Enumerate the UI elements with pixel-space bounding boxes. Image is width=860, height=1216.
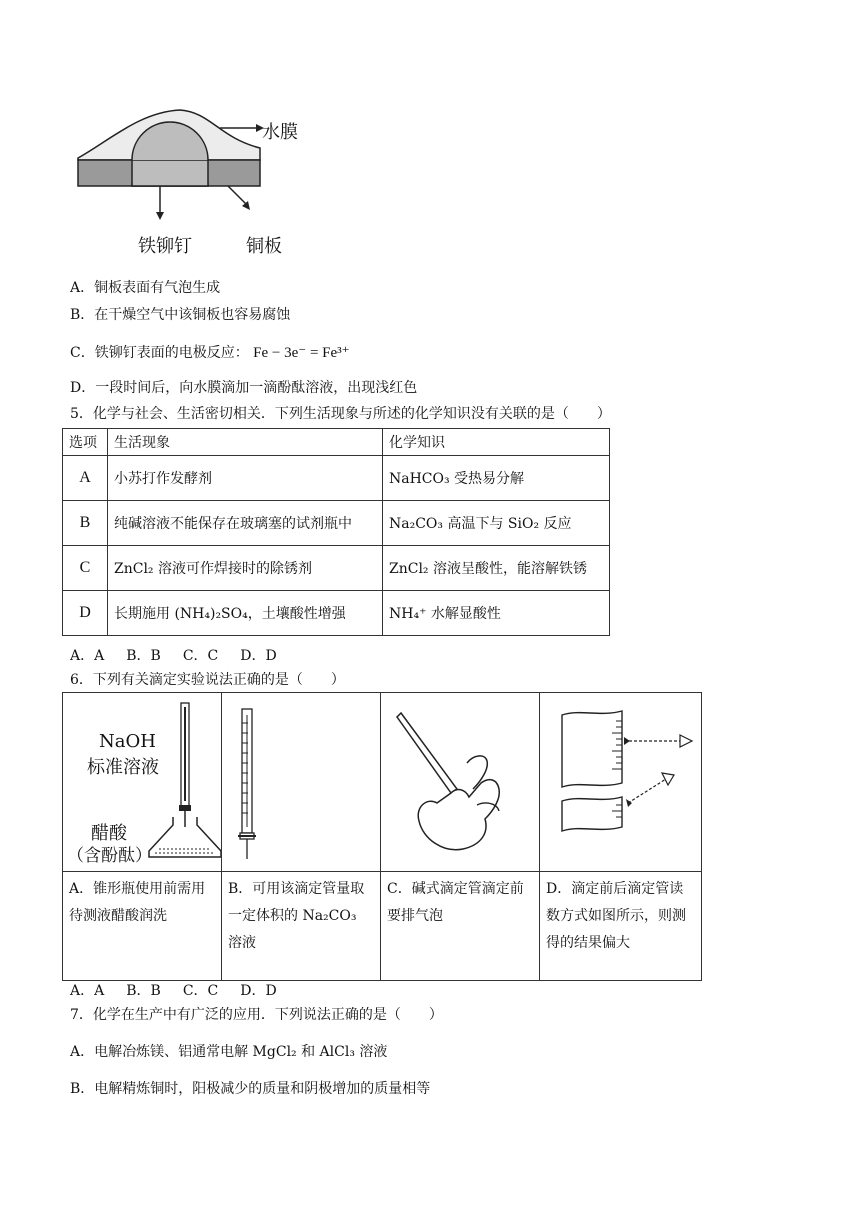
corrosion-figure	[70, 100, 310, 260]
burette-reading-diagram	[540, 693, 702, 871]
label-phenolphthalein: （含酚酞）	[67, 846, 152, 866]
q6-answer-a: A．A	[70, 983, 105, 999]
q4-option-a: A．铜板表面有气泡生成	[70, 280, 221, 296]
q7-option-b: B．电解精炼铜时，阳极减少的质量和阴极增加的质量相等	[70, 1081, 431, 1097]
q5-header-chem: 化学知识	[383, 429, 610, 456]
q5-row-life: 纯碱溶液不能保存在玻璃塞的试剂瓶中	[108, 501, 383, 546]
q4-option-c-formula: Fe − 3e⁻ = Fe³⁺	[253, 345, 350, 361]
q6-stem: 6．下列有关滴定实验说法正确的是（ ）	[70, 672, 345, 688]
q5-row-chem: NaHCO₃ 受热易分解	[383, 456, 610, 501]
q5-answer-a: A．A	[70, 648, 105, 664]
q6-answer-c: C．C	[182, 983, 219, 999]
q4-option-c	[70, 344, 350, 362]
q5-table	[62, 428, 610, 636]
q5-row-chem: ZnCl₂ 溶液呈酸性，能溶解铁锈	[383, 546, 610, 591]
q6-option-c: C．碱式滴定管滴定前要排气泡	[381, 872, 540, 981]
q4-option-d: D．一段时间后，向水膜滴加一滴酚酞溶液，出现浅红色	[70, 380, 418, 396]
q5-row-option: A	[63, 456, 108, 501]
q5-row-life: ZnCl₂ 溶液可作焊接时的除锈剂	[108, 546, 383, 591]
q6-option-d: D．滴定前后滴定管读数方式如图所示，则测得的结果偏大	[540, 872, 702, 981]
label-naoh: NaOH	[99, 731, 156, 752]
q5-row-option: C	[63, 546, 108, 591]
q6-table	[62, 692, 702, 981]
q6-figure-a	[63, 693, 222, 872]
q7-option-a: A．电解冶炼镁、铝通常电解 MgCl₂ 和 AlCl₃ 溶液	[70, 1044, 388, 1060]
q5-answer-choices	[70, 645, 299, 665]
table-row	[63, 501, 610, 546]
label-copper: 铜板	[246, 236, 282, 257]
q6-answer-choices	[70, 980, 299, 1000]
q5-row-chem: Na₂CO₃ 高温下与 SiO₂ 反应	[383, 501, 610, 546]
q6-figure-b	[222, 693, 381, 872]
label-standard-solution: 标准溶液	[87, 757, 159, 778]
q6-figure-c	[381, 693, 540, 872]
q5-row-life: 长期施用 (NH₄)₂SO₄，土壤酸性增强	[108, 591, 383, 636]
q6-figure-row	[63, 693, 702, 872]
q5-answer-c: C．C	[182, 648, 219, 664]
acid-burette-diagram	[222, 693, 380, 871]
q5-row-life: 小苏打作发酵剂	[108, 456, 383, 501]
q5-stem: 5．化学与社会、生活密切相关．下列生活现象与所述的化学知识没有关联的是（ ）	[70, 406, 611, 422]
label-water-film: 水膜	[262, 122, 298, 143]
q4-option-c-text: C．铁铆钉表面的电极反应：	[70, 345, 249, 361]
table-row	[63, 456, 610, 501]
q5-header-life: 生活现象	[108, 429, 383, 456]
q6-option-b: B．可用该滴定管量取一定体积的 Na₂CO₃ 溶液	[222, 872, 381, 981]
q5-row-chem: NH₄⁺ 水解显酸性	[383, 591, 610, 636]
q6-answer-d: D．D	[240, 983, 277, 999]
q6-answer-b: B．B	[126, 983, 161, 999]
q5-row-option: D	[63, 591, 108, 636]
q7-stem: 7．化学在生产中有广泛的应用．下列说法正确的是（ ）	[70, 1007, 443, 1023]
table-row	[63, 591, 610, 636]
q5-answer-d: D．D	[240, 648, 277, 664]
table-row	[63, 546, 610, 591]
q5-row-option: B	[63, 501, 108, 546]
label-rivet: 铁铆钉	[138, 236, 192, 257]
q6-figure-d	[540, 693, 702, 872]
q5-table-header	[63, 429, 610, 456]
q6-option-a: A．锥形瓶使用前需用待测液醋酸润洗	[63, 872, 222, 981]
q5-answer-b: B．B	[126, 648, 161, 664]
label-acetic-acid: 醋酸	[91, 823, 127, 844]
q5-header-option: 选项	[63, 429, 108, 456]
burette-hand-diagram	[381, 693, 539, 871]
q4-option-b: B．在干燥空气中该铜板也容易腐蚀	[70, 307, 291, 323]
q6-text-row	[63, 872, 702, 981]
